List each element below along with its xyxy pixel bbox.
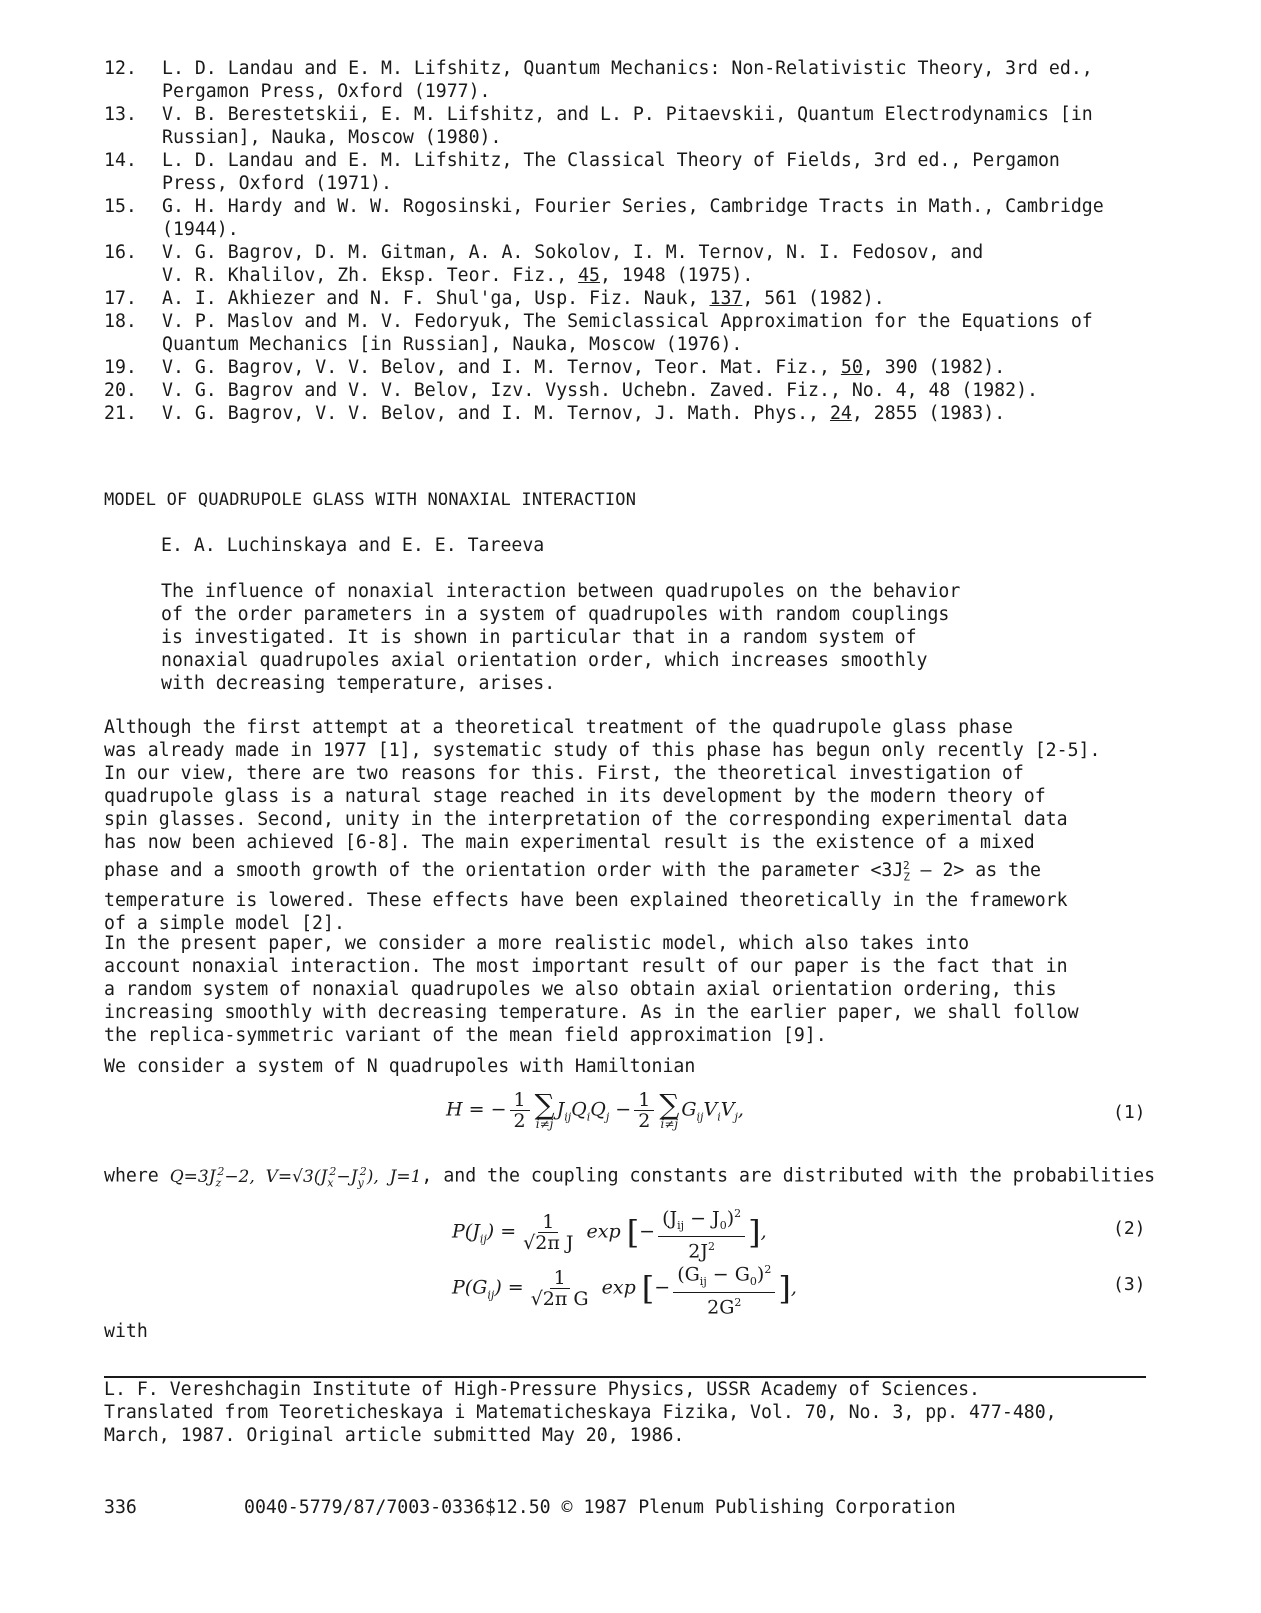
- reference-text: G. H. Hardy and W. W. Rogosinski, Fourier Series, Cambridge Tracts in Math., Cambridge (1944).: [162, 196, 1104, 240]
- paragraph-with: with: [104, 1321, 148, 1342]
- reference-number: 21.: [104, 403, 137, 424]
- paragraph-model: In the present paper, we consider a more realistic model, which also takes into account nonaxial interaction. The most important result of our paper is the fact that in a random system of nonaxial quadrupoles we also obtain axial orientation ordering, this increasing smoothly with decreasing temperature. As in the earlier paper, we shall follow the replica-symmetric variant of the mean field approximation [9].: [104, 933, 1079, 1046]
- reference-item: [104, 287, 1164, 310]
- reference-item: [104, 149, 1164, 195]
- reference-number: 19.: [104, 357, 137, 378]
- equation-probability-g: $P(G_{ij})$ = $\frac{1}{\text{√2π G}}$ exp [− $\frac{(G_{ij} - G_0)^2}{2G^2}$ ],: [452, 1260, 797, 1317]
- reference-number: 14.: [104, 150, 137, 171]
- reference-item: [104, 310, 1164, 356]
- article-abstract: The influence of nonaxial interaction between quadrupoles on the behavior of the order parameters in a system of quadrupoles with random couplings is investigated. It is shown in particular that in a random system of nonaxial quadrupoles axial orientation order, which increases smoothly with decreasing temperature, arises.: [161, 581, 961, 694]
- reference-item: [104, 356, 1164, 379]
- reference-text: V. G. Bagrov, D. M. Gitman, A. A. Sokolov, I. M. Ternov, N. I. Fedosov, and V. R. Khalilov, Zh. Eksp. Teor. Fiz., 45, 1948 (1975).: [162, 242, 984, 286]
- equation-number: (1): [1113, 1102, 1146, 1123]
- reference-item: [104, 103, 1164, 149]
- equation-number: (3): [1113, 1274, 1146, 1295]
- reference-text: V. B. Berestetskii, E. M. Lifshitz, and L. P. Pitaevskii, Quantum Electrodynamics [in Russian], Nauka, Moscow (1980).: [162, 104, 1093, 148]
- reference-text: V. G. Bagrov, V. V. Belov, and I. M. Ternov, Teor. Mat. Fiz., 50, 390 (1982).: [162, 357, 1006, 378]
- reference-text: V. G. Bagrov and V. V. Belov, Izv. Vyssh. Uchebn. Zaved. Fiz., No. 4, 48 (1982).: [162, 380, 1038, 401]
- volume-number: 24: [829, 403, 852, 424]
- reference-number: 16.: [104, 242, 137, 263]
- reference-item: [104, 195, 1164, 241]
- reference-text: V. G. Bagrov, V. V. Belov, and I. M. Ternov, J. Math. Phys., 24, 2855 (1983).: [162, 403, 1006, 424]
- reference-list: [104, 57, 1164, 425]
- paragraph-where: where $Q=3J_z^2-2$, $V=√3(J_x^2-J_y^2)$, J=1, and the coupling constants are distributed with the probabilities: [104, 1165, 1156, 1190]
- article-title: MODEL OF QUADRUPOLE GLASS WITH NONAXIAL INTERACTION: [104, 490, 637, 510]
- reference-number: 13.: [104, 104, 137, 125]
- article-authors: E. A. Luchinskaya and E. E. Tareeva: [161, 535, 545, 556]
- equation-probability-j: $P(J_{ij})$ = $\frac{1}{\text{√2π J}}$ exp [− $\frac{(J_{ij} - J_0)^2}{2J^2}$ ],: [452, 1204, 767, 1261]
- reference-text: L. D. Landau and E. M. Lifshitz, The Classical Theory of Fields, 3rd ed., Pergamon Press, Oxford (1971).: [162, 150, 1060, 194]
- reference-number: 12.: [104, 58, 137, 79]
- reference-item: [104, 241, 1164, 287]
- equation-number: (2): [1113, 1218, 1146, 1239]
- publication-info: 0040-5779/87/7003-0336$12.50 © 1987 Plenum Publishing Corporation: [244, 1497, 956, 1518]
- paragraph-intro: Although the first attempt at a theoretical treatment of the quadrupole glass phase was already made in 1977 [1], systematic study of this phase has begun only recently [2-5]. In our view, there are two reasons for this. First, the theoretical investigation of quadrupole glass is a natural stage reached in its development by the modern theory of spin glasses. Second, unity in the interpretation of the corresponding experimental data has now been achieved [6-8]. The main experimental result is the existence of a mixed phase and a smooth growth of the orientation order with the parameter $<3J_Z^2$ — 2> as the temperature is lowered. These effects have been explained theoretically in the framework of a simple model [2].: [104, 717, 1101, 934]
- reference-number: 20.: [104, 380, 137, 401]
- reference-text: L. D. Landau and E. M. Lifshitz, Quantum Mechanics: Non-Relativistic Theory, 3rd ed., Pergamon Press, Oxford (1977).: [162, 58, 1093, 102]
- reference-item: [104, 379, 1164, 402]
- reference-text: V. P. Maslov and M. V. Fedoryuk, The Semiclassical Approximation for the Equations of Quantum Mechanics [in Russian], Nauka, Moscow (1976).: [162, 311, 1093, 355]
- paragraph-hamiltonian: We consider a system of N quadrupoles with Hamiltonian: [104, 1056, 696, 1077]
- footnote: L. F. Vereshchagin Institute of High-Pressure Physics, USSR Academy of Sciences. Translated from Teoreticheskaya i Matematicheskaya Fizika, Vol. 70, No. 3, pp. 477-480, March, 1987. Original article submitted May 20, 1986.: [104, 1379, 1057, 1446]
- reference-item: [104, 57, 1164, 103]
- reference-number: 17.: [104, 288, 137, 309]
- page-number: 336: [104, 1497, 137, 1518]
- volume-number: 45: [578, 265, 600, 286]
- equation-hamiltonian: H = − $\frac{1}{2}$ ∑ i≠j $J_{ij}Q_iQ_j$ − $\frac{1}{2}$ ∑ i≠j $G_{ij}V_iV_j$,: [446, 1087, 744, 1132]
- reference-number: 18.: [104, 311, 137, 332]
- volume-number: 137: [709, 288, 743, 309]
- reference-text: A. I. Akhiezer and N. F. Shul'ga, Usp. Fiz. Nauk, 137, 561 (1982).: [162, 288, 885, 309]
- reference-item: [104, 402, 1164, 425]
- volume-number: 50: [840, 357, 863, 378]
- reference-number: 15.: [104, 196, 137, 217]
